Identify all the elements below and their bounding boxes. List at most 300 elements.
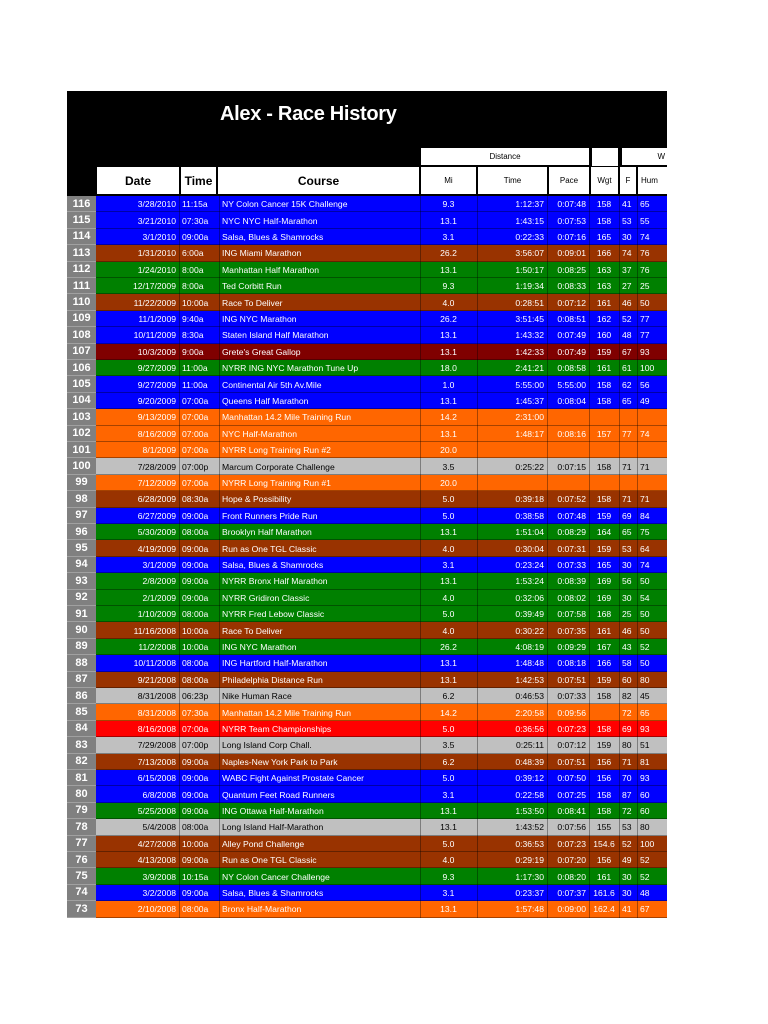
miles-cell[interactable]: 9.3 — [442, 199, 455, 210]
pace-cell[interactable]: 0:07:53 — [557, 215, 586, 226]
course-cell[interactable]: Bronx Half-Marathon — [222, 904, 302, 915]
date-cell[interactable]: 10/11/2008 — [133, 658, 176, 669]
temp-cell[interactable]: 30 — [622, 559, 632, 570]
temp-cell[interactable]: 80 — [622, 740, 632, 751]
miles-cell[interactable]: 3.5 — [442, 740, 455, 751]
row-number[interactable]: 101 — [67, 442, 96, 458]
time-cell[interactable]: 08:00a — [182, 609, 209, 620]
table-row[interactable] — [67, 803, 667, 819]
date-cell[interactable]: 11/2/2008 — [138, 641, 176, 652]
race-time-cell[interactable]: 3:51:45 — [515, 313, 544, 324]
humidity-cell[interactable]: 100 — [640, 838, 655, 849]
course-cell[interactable]: Grete's Great Gallop — [222, 346, 301, 357]
pace-cell[interactable]: 0:08:02 — [557, 592, 586, 603]
weight-cell[interactable] — [590, 442, 618, 458]
race-time-cell[interactable]: 1:53:50 — [515, 805, 544, 816]
weight-cell[interactable]: 159 — [596, 543, 612, 554]
temp-cell[interactable] — [620, 409, 637, 425]
humidity-cell[interactable]: 67 — [640, 904, 650, 915]
miles-cell[interactable]: 3.1 — [442, 231, 455, 242]
pace-cell[interactable]: 0:08:20 — [557, 871, 586, 882]
miles-cell[interactable]: 13.1 — [440, 904, 457, 915]
course-cell[interactable]: Run as One TGL Classic — [222, 855, 317, 866]
course-cell[interactable]: NYRR Long Training Run #2 — [222, 445, 331, 456]
date-cell[interactable]: 3/21/2010 — [137, 215, 176, 226]
weight-cell[interactable]: 161.6 — [593, 887, 615, 898]
race-time-cell[interactable]: 1:50:17 — [515, 264, 544, 275]
time-cell[interactable]: 09:00a — [182, 576, 209, 587]
race-time-cell[interactable]: 1:19:34 — [515, 281, 544, 292]
humidity-cell[interactable]: 50 — [640, 609, 650, 620]
pace-cell[interactable]: 0:07:49 — [557, 346, 586, 357]
humidity-cell[interactable]: 77 — [640, 330, 650, 341]
miles-cell[interactable]: 6.2 — [442, 756, 455, 767]
time-cell[interactable]: 09:00a — [182, 559, 209, 570]
course-cell[interactable]: Marcum Corporate Challenge — [222, 461, 335, 472]
humidity-cell[interactable]: 74 — [640, 428, 650, 439]
date-cell[interactable]: 7/29/2008 — [137, 740, 176, 751]
row-number[interactable]: 112 — [67, 262, 96, 278]
weight-cell[interactable]: 158 — [596, 379, 612, 390]
date-cell[interactable]: 6/28/2009 — [137, 494, 176, 505]
race-time-cell[interactable]: 2:20:58 — [515, 707, 544, 718]
miles-cell[interactable]: 4.0 — [442, 543, 455, 554]
time-cell[interactable]: 09:00a — [182, 773, 209, 784]
weight-cell[interactable]: 168 — [596, 609, 612, 620]
temp-cell[interactable]: 46 — [622, 297, 632, 308]
race-time-cell[interactable]: 0:36:56 — [515, 723, 544, 734]
weight-cell[interactable]: 167 — [596, 641, 612, 652]
date-cell[interactable]: 7/28/2009 — [137, 461, 176, 472]
miles-cell[interactable]: 13.1 — [440, 527, 457, 538]
humidity-cell[interactable]: 60 — [640, 789, 650, 800]
course-cell[interactable]: NYRR Fred Lebow Classic — [222, 609, 325, 620]
date-cell[interactable]: 12/17/2009 — [132, 281, 176, 292]
weight-cell[interactable]: 158 — [596, 805, 612, 816]
pace-cell[interactable]: 0:07:12 — [557, 297, 586, 308]
row-number[interactable]: 84 — [67, 721, 96, 737]
time-cell[interactable]: 08:00a — [182, 822, 209, 833]
race-time-cell[interactable]: 1:43:32 — [515, 330, 544, 341]
race-time-cell[interactable]: 0:23:37 — [515, 887, 544, 898]
humidity-cell[interactable]: 80 — [640, 674, 650, 685]
miles-cell[interactable]: 14.2 — [440, 707, 457, 718]
weight-cell[interactable]: 162 — [596, 313, 612, 324]
time-cell[interactable]: 10:00a — [182, 297, 209, 308]
date-cell[interactable]: 7/13/2008 — [137, 756, 176, 767]
miles-cell[interactable]: 4.0 — [442, 855, 455, 866]
date-cell[interactable]: 5/25/2008 — [137, 805, 176, 816]
pace-cell[interactable]: 0:07:20 — [557, 855, 586, 866]
humidity-cell[interactable]: 60 — [640, 805, 650, 816]
date-cell[interactable]: 11/16/2008 — [133, 625, 176, 636]
race-time-cell[interactable]: 5:55:00 — [515, 379, 544, 390]
row-number[interactable]: 94 — [67, 557, 96, 573]
weight-cell[interactable]: 154.6 — [593, 838, 615, 849]
table-row[interactable] — [67, 245, 667, 261]
course-cell[interactable]: Long Island Half-Marathon — [222, 822, 324, 833]
miles-cell[interactable]: 18.0 — [440, 363, 457, 374]
temp-cell[interactable]: 71 — [622, 756, 632, 767]
weight-cell[interactable]: 163 — [596, 281, 612, 292]
humidity-cell[interactable]: 74 — [640, 231, 650, 242]
miles-cell[interactable]: 26.2 — [440, 313, 457, 324]
humidity-cell[interactable]: 76 — [640, 248, 650, 259]
course-cell[interactable]: Naples-New York Park to Park — [222, 756, 338, 767]
date-cell[interactable]: 6/27/2009 — [137, 510, 176, 521]
weight-cell[interactable]: 165 — [596, 231, 612, 242]
weight-cell[interactable] — [590, 409, 618, 425]
miles-cell[interactable]: 5.0 — [442, 723, 455, 734]
weight-cell[interactable]: 158 — [596, 199, 612, 210]
course-cell[interactable]: Long Island Corp Chall. — [222, 740, 312, 751]
time-cell[interactable]: 07:00p — [182, 461, 209, 472]
table-row[interactable] — [67, 639, 667, 655]
table-row[interactable] — [67, 442, 667, 458]
race-time-cell[interactable]: 1:43:52 — [515, 822, 544, 833]
temp-cell[interactable]: 71 — [622, 494, 632, 505]
date-cell[interactable]: 4/13/2008 — [137, 855, 176, 866]
row-number[interactable]: 114 — [67, 229, 96, 245]
humidity-cell[interactable]: 50 — [640, 297, 650, 308]
course-cell[interactable]: ING Ottawa Half-Marathon — [222, 805, 324, 816]
date-cell[interactable]: 8/31/2008 — [137, 707, 176, 718]
temp-cell[interactable]: 72 — [622, 707, 632, 718]
course-cell[interactable]: NYC Half-Marathon — [222, 428, 297, 439]
weight-cell[interactable]: 158 — [596, 691, 612, 702]
time-cell[interactable]: 8:00a — [182, 281, 204, 292]
miles-cell[interactable]: 4.0 — [442, 297, 455, 308]
miles-cell[interactable]: 5.0 — [442, 838, 455, 849]
time-cell[interactable]: 09:00a — [182, 592, 209, 603]
miles-cell[interactable]: 6.2 — [442, 691, 455, 702]
date-cell[interactable]: 1/31/2010 — [137, 248, 176, 259]
row-number[interactable]: 116 — [67, 196, 96, 212]
table-row[interactable] — [67, 836, 667, 852]
pace-cell[interactable]: 0:07:35 — [557, 625, 586, 636]
row-number[interactable]: 110 — [67, 294, 96, 310]
weight-cell[interactable]: 161 — [596, 297, 612, 308]
weight-cell[interactable]: 166 — [596, 658, 612, 669]
time-cell[interactable]: 09:00a — [182, 789, 209, 800]
row-number[interactable]: 97 — [67, 508, 96, 524]
date-cell[interactable]: 4/19/2009 — [137, 543, 176, 554]
pace-cell[interactable]: 0:07:50 — [557, 773, 586, 784]
row-number[interactable]: 102 — [67, 426, 96, 442]
table-row[interactable] — [67, 819, 667, 835]
pace-cell[interactable]: 0:08:39 — [557, 576, 586, 587]
table-row[interactable] — [67, 409, 667, 425]
date-cell[interactable]: 3/28/2010 — [137, 199, 176, 210]
weight-cell[interactable]: 163 — [596, 264, 612, 275]
course-cell[interactable]: NYRR ING NYC Marathon Tune Up — [222, 363, 359, 374]
course-cell[interactable]: NY Colon Cancer 15K Challenge — [222, 199, 348, 210]
pace-cell[interactable]: 0:07:23 — [557, 723, 586, 734]
row-number[interactable]: 76 — [67, 852, 96, 868]
temp-cell[interactable]: 53 — [622, 215, 632, 226]
race-time-cell[interactable]: 0:30:22 — [515, 625, 544, 636]
date-cell[interactable]: 9/27/2009 — [137, 363, 176, 374]
date-cell[interactable]: 2/8/2009 — [142, 576, 176, 587]
temp-cell[interactable]: 53 — [622, 822, 632, 833]
pace-cell[interactable]: 0:07:16 — [557, 231, 586, 242]
date-cell[interactable]: 6/8/2008 — [142, 789, 176, 800]
temp-cell[interactable]: 71 — [622, 461, 632, 472]
table-row[interactable] — [67, 704, 667, 720]
pace-cell[interactable]: 0:07:51 — [557, 674, 586, 685]
pace-cell[interactable]: 0:07:49 — [557, 330, 586, 341]
weight-cell[interactable]: 160 — [596, 330, 612, 341]
weight-cell[interactable]: 158 — [596, 494, 612, 505]
time-cell[interactable]: 09:00a — [182, 887, 209, 898]
time-cell[interactable]: 11:15a — [182, 199, 208, 210]
weight-cell[interactable]: 156 — [596, 756, 612, 767]
race-time-cell[interactable]: 1:17:30 — [515, 871, 544, 882]
table-row[interactable] — [67, 622, 667, 638]
weight-cell[interactable]: 159 — [596, 674, 612, 685]
row-number[interactable]: 104 — [67, 393, 96, 409]
pace-cell[interactable]: 0:07:58 — [557, 609, 586, 620]
course-cell[interactable]: ING Miami Marathon — [222, 248, 302, 259]
time-cell[interactable]: 8:00a — [182, 264, 204, 275]
humidity-cell[interactable]: 65 — [640, 707, 650, 718]
race-time-cell[interactable]: 3:56:07 — [515, 248, 544, 259]
miles-cell[interactable]: 26.2 — [440, 248, 457, 259]
humidity-cell[interactable]: 65 — [640, 199, 650, 210]
race-time-cell[interactable]: 2:31:00 — [515, 412, 544, 423]
pace-cell[interactable]: 0:08:41 — [557, 805, 586, 816]
table-row[interactable] — [67, 376, 667, 392]
temp-cell[interactable]: 56 — [622, 576, 632, 587]
col-header-wgt[interactable]: Wgt — [591, 167, 618, 194]
humidity-cell[interactable]: 80 — [640, 822, 650, 833]
time-cell[interactable]: 07:00a — [182, 412, 209, 423]
table-row[interactable] — [67, 262, 667, 278]
course-cell[interactable]: Quantum Feet Road Runners — [222, 789, 335, 800]
miles-cell[interactable]: 14.2 — [440, 412, 457, 423]
time-cell[interactable]: 07:00a — [182, 445, 209, 456]
pace-cell[interactable]: 0:09:01 — [557, 248, 586, 259]
miles-cell[interactable]: 13.1 — [440, 805, 457, 816]
col-header-race-time[interactable]: Time — [478, 167, 547, 194]
race-time-cell[interactable]: 1:53:24 — [515, 576, 544, 587]
row-number[interactable]: 99 — [67, 475, 96, 491]
time-cell[interactable]: 07:00a — [182, 723, 209, 734]
humidity-cell[interactable]: 52 — [640, 855, 650, 866]
race-time-cell[interactable]: 0:38:58 — [515, 510, 544, 521]
humidity-cell[interactable] — [638, 442, 667, 458]
pace-cell[interactable] — [548, 475, 588, 491]
miles-cell[interactable]: 13.1 — [440, 822, 457, 833]
race-time-cell[interactable]: 0:22:58 — [515, 789, 544, 800]
temp-cell[interactable]: 37 — [622, 264, 632, 275]
course-cell[interactable]: ING NYC Marathon — [222, 313, 297, 324]
weight-cell[interactable]: 159 — [596, 740, 612, 751]
humidity-cell[interactable]: 71 — [640, 461, 650, 472]
course-cell[interactable]: Salsa, Blues & Shamrocks — [222, 559, 324, 570]
course-cell[interactable]: Run as One TGL Classic — [222, 543, 317, 554]
course-cell[interactable]: NYRR Long Training Run #1 — [222, 477, 331, 488]
course-cell[interactable]: Manhattan Half Marathon — [222, 264, 319, 275]
weight-cell[interactable]: 156 — [596, 773, 612, 784]
course-cell[interactable]: NY Colon Cancer Challenge — [222, 871, 330, 882]
humidity-cell[interactable]: 52 — [640, 641, 650, 652]
temp-cell[interactable] — [620, 475, 637, 491]
table-row[interactable] — [67, 655, 667, 671]
humidity-cell[interactable]: 50 — [640, 658, 650, 669]
date-cell[interactable]: 10/11/2009 — [133, 330, 176, 341]
race-time-cell[interactable] — [478, 475, 546, 491]
time-cell[interactable]: 07:30a — [182, 707, 209, 718]
table-row[interactable] — [67, 458, 667, 474]
miles-cell[interactable]: 26.2 — [440, 641, 457, 652]
race-time-cell[interactable]: 0:39:49 — [515, 609, 544, 620]
weight-cell[interactable]: 162.4 — [593, 904, 615, 915]
race-time-cell[interactable]: 0:28:51 — [515, 297, 544, 308]
course-cell[interactable]: Queens Half Marathon — [222, 395, 309, 406]
miles-cell[interactable]: 13.1 — [440, 215, 457, 226]
humidity-cell[interactable]: 100 — [640, 363, 655, 374]
row-number[interactable]: 85 — [67, 704, 96, 720]
col-header-time[interactable]: Time — [181, 167, 216, 194]
temp-cell[interactable]: 53 — [622, 543, 632, 554]
time-cell[interactable]: 10:00a — [182, 838, 209, 849]
row-number[interactable]: 113 — [67, 245, 96, 261]
table-row[interactable] — [67, 393, 667, 409]
course-cell[interactable]: Philadelphia Distance Run — [222, 674, 323, 685]
row-number[interactable]: 82 — [67, 754, 96, 770]
humidity-cell[interactable]: 50 — [640, 576, 650, 587]
table-row[interactable] — [67, 786, 667, 802]
pace-cell[interactable]: 0:08:18 — [557, 658, 586, 669]
table-row[interactable] — [67, 360, 667, 376]
time-cell[interactable]: 08:30a — [182, 494, 209, 505]
table-row[interactable] — [67, 672, 667, 688]
miles-cell[interactable]: 13.1 — [440, 346, 457, 357]
table-row[interactable] — [67, 557, 667, 573]
date-cell[interactable]: 1/10/2009 — [137, 609, 176, 620]
pace-cell[interactable]: 0:07:25 — [557, 789, 586, 800]
course-cell[interactable]: Staten Island Half Marathon — [222, 330, 329, 341]
time-cell[interactable]: 8:30a — [182, 330, 204, 341]
humidity-cell[interactable]: 56 — [640, 379, 650, 390]
pace-cell[interactable]: 0:08:29 — [557, 527, 586, 538]
time-cell[interactable]: 09:00a — [182, 805, 209, 816]
table-row[interactable] — [67, 885, 667, 901]
table-row[interactable] — [67, 426, 667, 442]
race-time-cell[interactable]: 0:48:39 — [515, 756, 544, 767]
table-row[interactable] — [67, 475, 667, 491]
race-time-cell[interactable] — [478, 442, 546, 458]
race-time-cell[interactable]: 0:30:04 — [515, 543, 544, 554]
row-number[interactable]: 83 — [67, 737, 96, 753]
humidity-cell[interactable]: 75 — [640, 527, 650, 538]
temp-cell[interactable]: 49 — [622, 855, 632, 866]
row-number[interactable]: 95 — [67, 540, 96, 556]
temp-cell[interactable]: 41 — [622, 904, 632, 915]
date-cell[interactable]: 6/15/2008 — [137, 773, 176, 784]
time-cell[interactable]: 07:00a — [182, 395, 209, 406]
time-cell[interactable]: 08:00a — [182, 658, 209, 669]
temp-cell[interactable]: 62 — [622, 379, 632, 390]
temp-cell[interactable]: 72 — [622, 805, 632, 816]
date-cell[interactable]: 9/27/2009 — [137, 379, 176, 390]
time-cell[interactable]: 09:00a — [182, 855, 209, 866]
date-cell[interactable]: 9/20/2009 — [137, 395, 176, 406]
table-row[interactable] — [67, 770, 667, 786]
course-cell[interactable]: Salsa, Blues & Shamrocks — [222, 887, 324, 898]
race-time-cell[interactable]: 0:23:24 — [515, 559, 544, 570]
temp-cell[interactable]: 30 — [622, 592, 632, 603]
humidity-cell[interactable]: 74 — [640, 559, 650, 570]
pace-cell[interactable]: 0:07:31 — [557, 543, 586, 554]
miles-cell[interactable]: 3.1 — [442, 887, 455, 898]
row-number[interactable]: 91 — [67, 606, 96, 622]
weight-cell[interactable]: 156 — [596, 855, 612, 866]
weight-cell[interactable]: 165 — [596, 559, 612, 570]
miles-cell[interactable]: 20.0 — [440, 477, 457, 488]
weight-cell[interactable]: 161 — [596, 625, 612, 636]
time-cell[interactable]: 09:00a — [182, 510, 209, 521]
humidity-cell[interactable]: 93 — [640, 346, 650, 357]
date-cell[interactable]: 3/2/2008 — [142, 887, 176, 898]
time-cell[interactable]: 07:00a — [182, 477, 209, 488]
table-row[interactable] — [67, 540, 667, 556]
temp-cell[interactable]: 30 — [622, 231, 632, 242]
course-cell[interactable]: Alley Pond Challenge — [222, 838, 305, 849]
table-row[interactable] — [67, 229, 667, 245]
course-cell[interactable]: Race To Deliver — [222, 297, 283, 308]
course-cell[interactable]: ING Hartford Half-Marathon — [222, 658, 328, 669]
pace-cell[interactable]: 0:07:33 — [557, 691, 586, 702]
weight-cell[interactable]: 157 — [596, 428, 612, 439]
time-cell[interactable]: 09:00a — [182, 543, 209, 554]
time-cell[interactable]: 9:40a — [182, 313, 204, 324]
temp-cell[interactable]: 43 — [622, 641, 632, 652]
table-row[interactable] — [67, 852, 667, 868]
miles-cell[interactable]: 13.1 — [440, 428, 457, 439]
miles-cell[interactable]: 4.0 — [442, 592, 455, 603]
row-number[interactable]: 86 — [67, 688, 96, 704]
time-cell[interactable]: 6:00a — [182, 248, 204, 259]
pace-cell[interactable]: 0:07:37 — [557, 887, 586, 898]
race-time-cell[interactable]: 0:25:22 — [515, 461, 544, 472]
humidity-cell[interactable]: 49 — [640, 395, 650, 406]
time-cell[interactable]: 09:00a — [182, 756, 209, 767]
pace-cell[interactable]: 0:07:56 — [557, 822, 586, 833]
time-cell[interactable]: 08:00a — [182, 904, 209, 915]
weight-cell[interactable]: 169 — [596, 576, 612, 587]
humidity-cell[interactable]: 55 — [640, 215, 650, 226]
row-number[interactable]: 87 — [67, 672, 96, 688]
pace-cell[interactable]: 5:55:00 — [557, 379, 586, 390]
race-time-cell[interactable]: 1:48:48 — [515, 658, 544, 669]
temp-cell[interactable]: 48 — [622, 330, 632, 341]
course-cell[interactable]: ING NYC Marathon — [222, 641, 297, 652]
temp-cell[interactable]: 61 — [622, 363, 632, 374]
col-header-hum[interactable]: Hum — [638, 167, 667, 194]
pace-cell[interactable]: 0:09:00 — [557, 904, 586, 915]
miles-cell[interactable]: 20.0 — [440, 445, 457, 456]
miles-cell[interactable]: 5.0 — [442, 494, 455, 505]
weight-cell[interactable]: 158 — [596, 215, 612, 226]
time-cell[interactable]: 06:23p — [182, 691, 209, 702]
row-number[interactable]: 96 — [67, 524, 96, 540]
miles-cell[interactable]: 3.1 — [442, 559, 455, 570]
table-row[interactable] — [67, 688, 667, 704]
pace-cell[interactable]: 0:07:51 — [557, 756, 586, 767]
temp-cell[interactable]: 69 — [622, 510, 632, 521]
